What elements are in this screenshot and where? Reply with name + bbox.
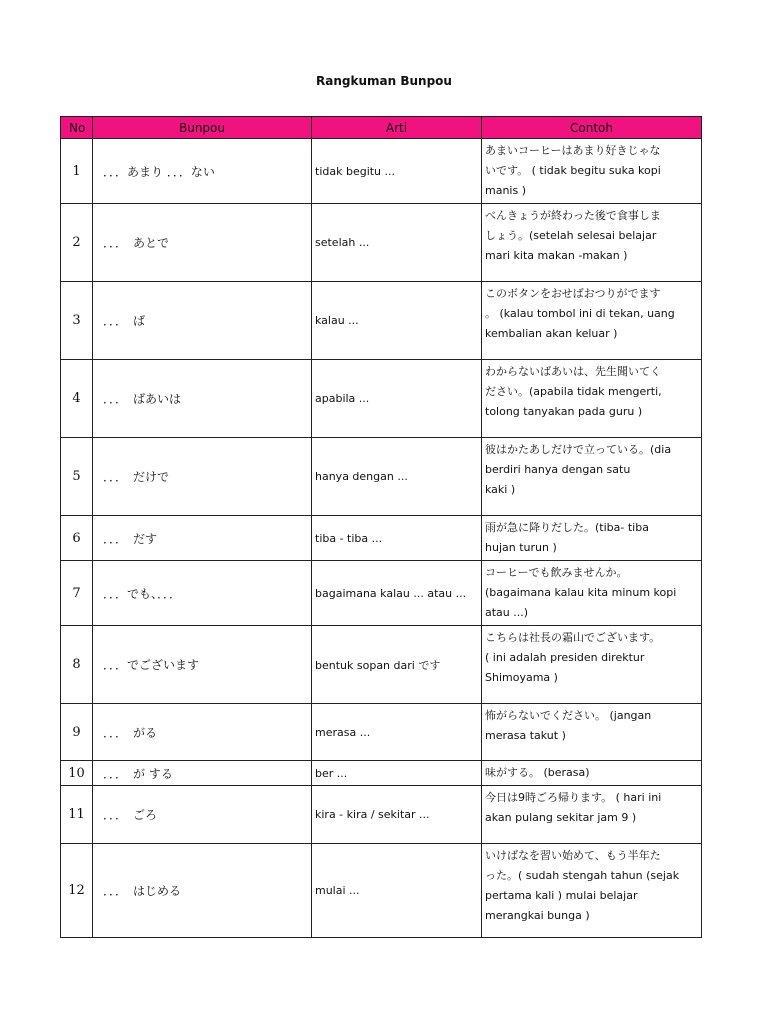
contoh-cell: [482, 704, 702, 761]
table-row: [61, 360, 702, 438]
contoh-line: べんきょうが終わった後で食事しま: [485, 209, 661, 222]
contoh-line: (bagaimana kalau kita minum kopi: [485, 586, 677, 599]
contoh-line: いです。 ( tidak begitu suka kopi: [485, 164, 661, 177]
row-number: 6: [61, 516, 93, 561]
contoh-line: しょう。(setelah selesai belajar: [485, 229, 657, 242]
arti-cell: bentuk sopan dari です: [312, 626, 482, 704]
bunpou-cell: ．．． はじめる: [93, 844, 312, 938]
header-contoh: Contoh: [482, 117, 702, 139]
row-number: 8: [61, 626, 93, 704]
contoh-line: コーヒーでも飲みませんか。: [485, 566, 628, 579]
table-row: [61, 561, 702, 626]
contoh-line: merangkai bunga ): [485, 909, 590, 922]
contoh-line: mari kita makan -makan ): [485, 249, 628, 262]
row-number: 3: [61, 282, 93, 360]
contoh-line: このボタンをおせばおつりがでます: [485, 287, 661, 300]
bunpou-cell: ．．． だす: [93, 516, 312, 561]
contoh-cell: [482, 360, 702, 438]
table-row: [61, 516, 702, 561]
table-row: [61, 761, 702, 786]
contoh-line: 怖がらないでください。 (jangan: [485, 709, 652, 722]
contoh-line: kembalian akan keluar ): [485, 327, 618, 340]
bunpou-cell: ．．． が する: [93, 761, 312, 786]
contoh-line: atau ...): [485, 606, 529, 619]
contoh-line: pertama kali ) mulai belajar: [485, 889, 638, 902]
row-number: 5: [61, 438, 93, 516]
contoh-line: berdiri hanya dengan satu: [485, 463, 631, 476]
arti-cell: hanya dengan ...: [312, 438, 482, 516]
row-number: 1: [61, 139, 93, 204]
contoh-cell: [482, 438, 702, 516]
row-number: 12: [61, 844, 93, 938]
contoh-line: った。( sudah stengah tahun (sejak: [485, 869, 680, 882]
table-row: [61, 204, 702, 282]
arti-cell: merasa ...: [312, 704, 482, 761]
contoh-line: 。 (kalau tombol ini di tekan, uang: [485, 307, 675, 320]
contoh-line: いけばなを習い始めて、もう半年た: [485, 849, 661, 862]
arti-cell: kira - kira / sekitar ...: [312, 786, 482, 844]
contoh-line: わからないばあいは、先生聞いてく: [485, 365, 661, 378]
arti-cell: setelah ...: [312, 204, 482, 282]
header-arti: Arti: [312, 117, 482, 139]
contoh-cell: [482, 561, 702, 626]
arti-cell: bagaimana kalau ... atau ...: [312, 561, 482, 626]
contoh-line: tolong tanyakan pada guru ): [485, 405, 643, 418]
contoh-line: ださい。(apabila tidak mengerti,: [485, 385, 662, 398]
contoh-line: manis ): [485, 184, 527, 197]
arti-cell: tidak begitu ...: [312, 139, 482, 204]
page-title: Rangkuman Bunpou: [316, 74, 452, 88]
header-bunpou: Bunpou: [93, 117, 312, 139]
row-number: 9: [61, 704, 93, 761]
table-row: [61, 844, 702, 938]
contoh-line: こちらは社長の霜山でございます。: [485, 631, 661, 644]
contoh-line: 彼はかたあしだけで立っている。(dia: [485, 443, 672, 456]
bunpou-cell: ．．．でも、．．．: [93, 561, 312, 626]
table-row: [61, 704, 702, 761]
row-number: 7: [61, 561, 93, 626]
contoh-cell: [482, 626, 702, 704]
table-row: [61, 139, 702, 204]
row-number: 2: [61, 204, 93, 282]
bunpou-cell: ．．． ばあいは: [93, 360, 312, 438]
contoh-line: 雨が急に降りだした。(tiba- tiba: [485, 521, 649, 534]
arti-cell: kalau ...: [312, 282, 482, 360]
bunpou-cell: ．．． ごろ: [93, 786, 312, 844]
contoh-line: あまいコーヒーはあまり好きじゃな: [485, 144, 661, 157]
contoh-cell: [482, 139, 702, 204]
arti-cell: ber ...: [312, 761, 482, 786]
contoh-cell: [482, 282, 702, 360]
contoh-line: merasa takut ): [485, 729, 566, 742]
contoh-cell: [482, 844, 702, 938]
header-no: No: [61, 117, 93, 139]
table-row: [61, 626, 702, 704]
contoh-line: Shimoyama ): [485, 671, 558, 684]
contoh-line: 今日は9時ごろ帰ります。 ( hari ini: [485, 791, 662, 804]
bunpou-cell: ．．． がる: [93, 704, 312, 761]
bunpou-cell: ．．． ば: [93, 282, 312, 360]
row-number: 4: [61, 360, 93, 438]
row-number: 10: [61, 761, 93, 786]
bunpou-cell: ．．．あまり ．．．ない: [93, 139, 312, 204]
arti-cell: apabila ...: [312, 360, 482, 438]
row-number: 11: [61, 786, 93, 844]
contoh-cell: [482, 786, 702, 844]
arti-cell: tiba - tiba ...: [312, 516, 482, 561]
table-row: [61, 282, 702, 360]
contoh-line: kaki ): [485, 483, 516, 496]
contoh-cell: [482, 204, 702, 282]
table-row: [61, 786, 702, 844]
contoh-cell: [482, 761, 702, 786]
bunpou-cell: ．．． あとで: [93, 204, 312, 282]
contoh-line: hujan turun ): [485, 541, 557, 554]
table-row: [61, 438, 702, 516]
bunpou-table: [60, 116, 702, 938]
bunpou-cell: ．．．でございます: [93, 626, 312, 704]
arti-cell: mulai ...: [312, 844, 482, 938]
table-header-row: [61, 117, 702, 139]
bunpou-cell: ．．． だけで: [93, 438, 312, 516]
contoh-line: akan pulang sekitar jam 9 ): [485, 811, 637, 824]
contoh-cell: [482, 516, 702, 561]
contoh-line: ( ini adalah presiden direktur: [485, 651, 645, 664]
contoh-line: 味がする。 (berasa): [485, 766, 590, 779]
